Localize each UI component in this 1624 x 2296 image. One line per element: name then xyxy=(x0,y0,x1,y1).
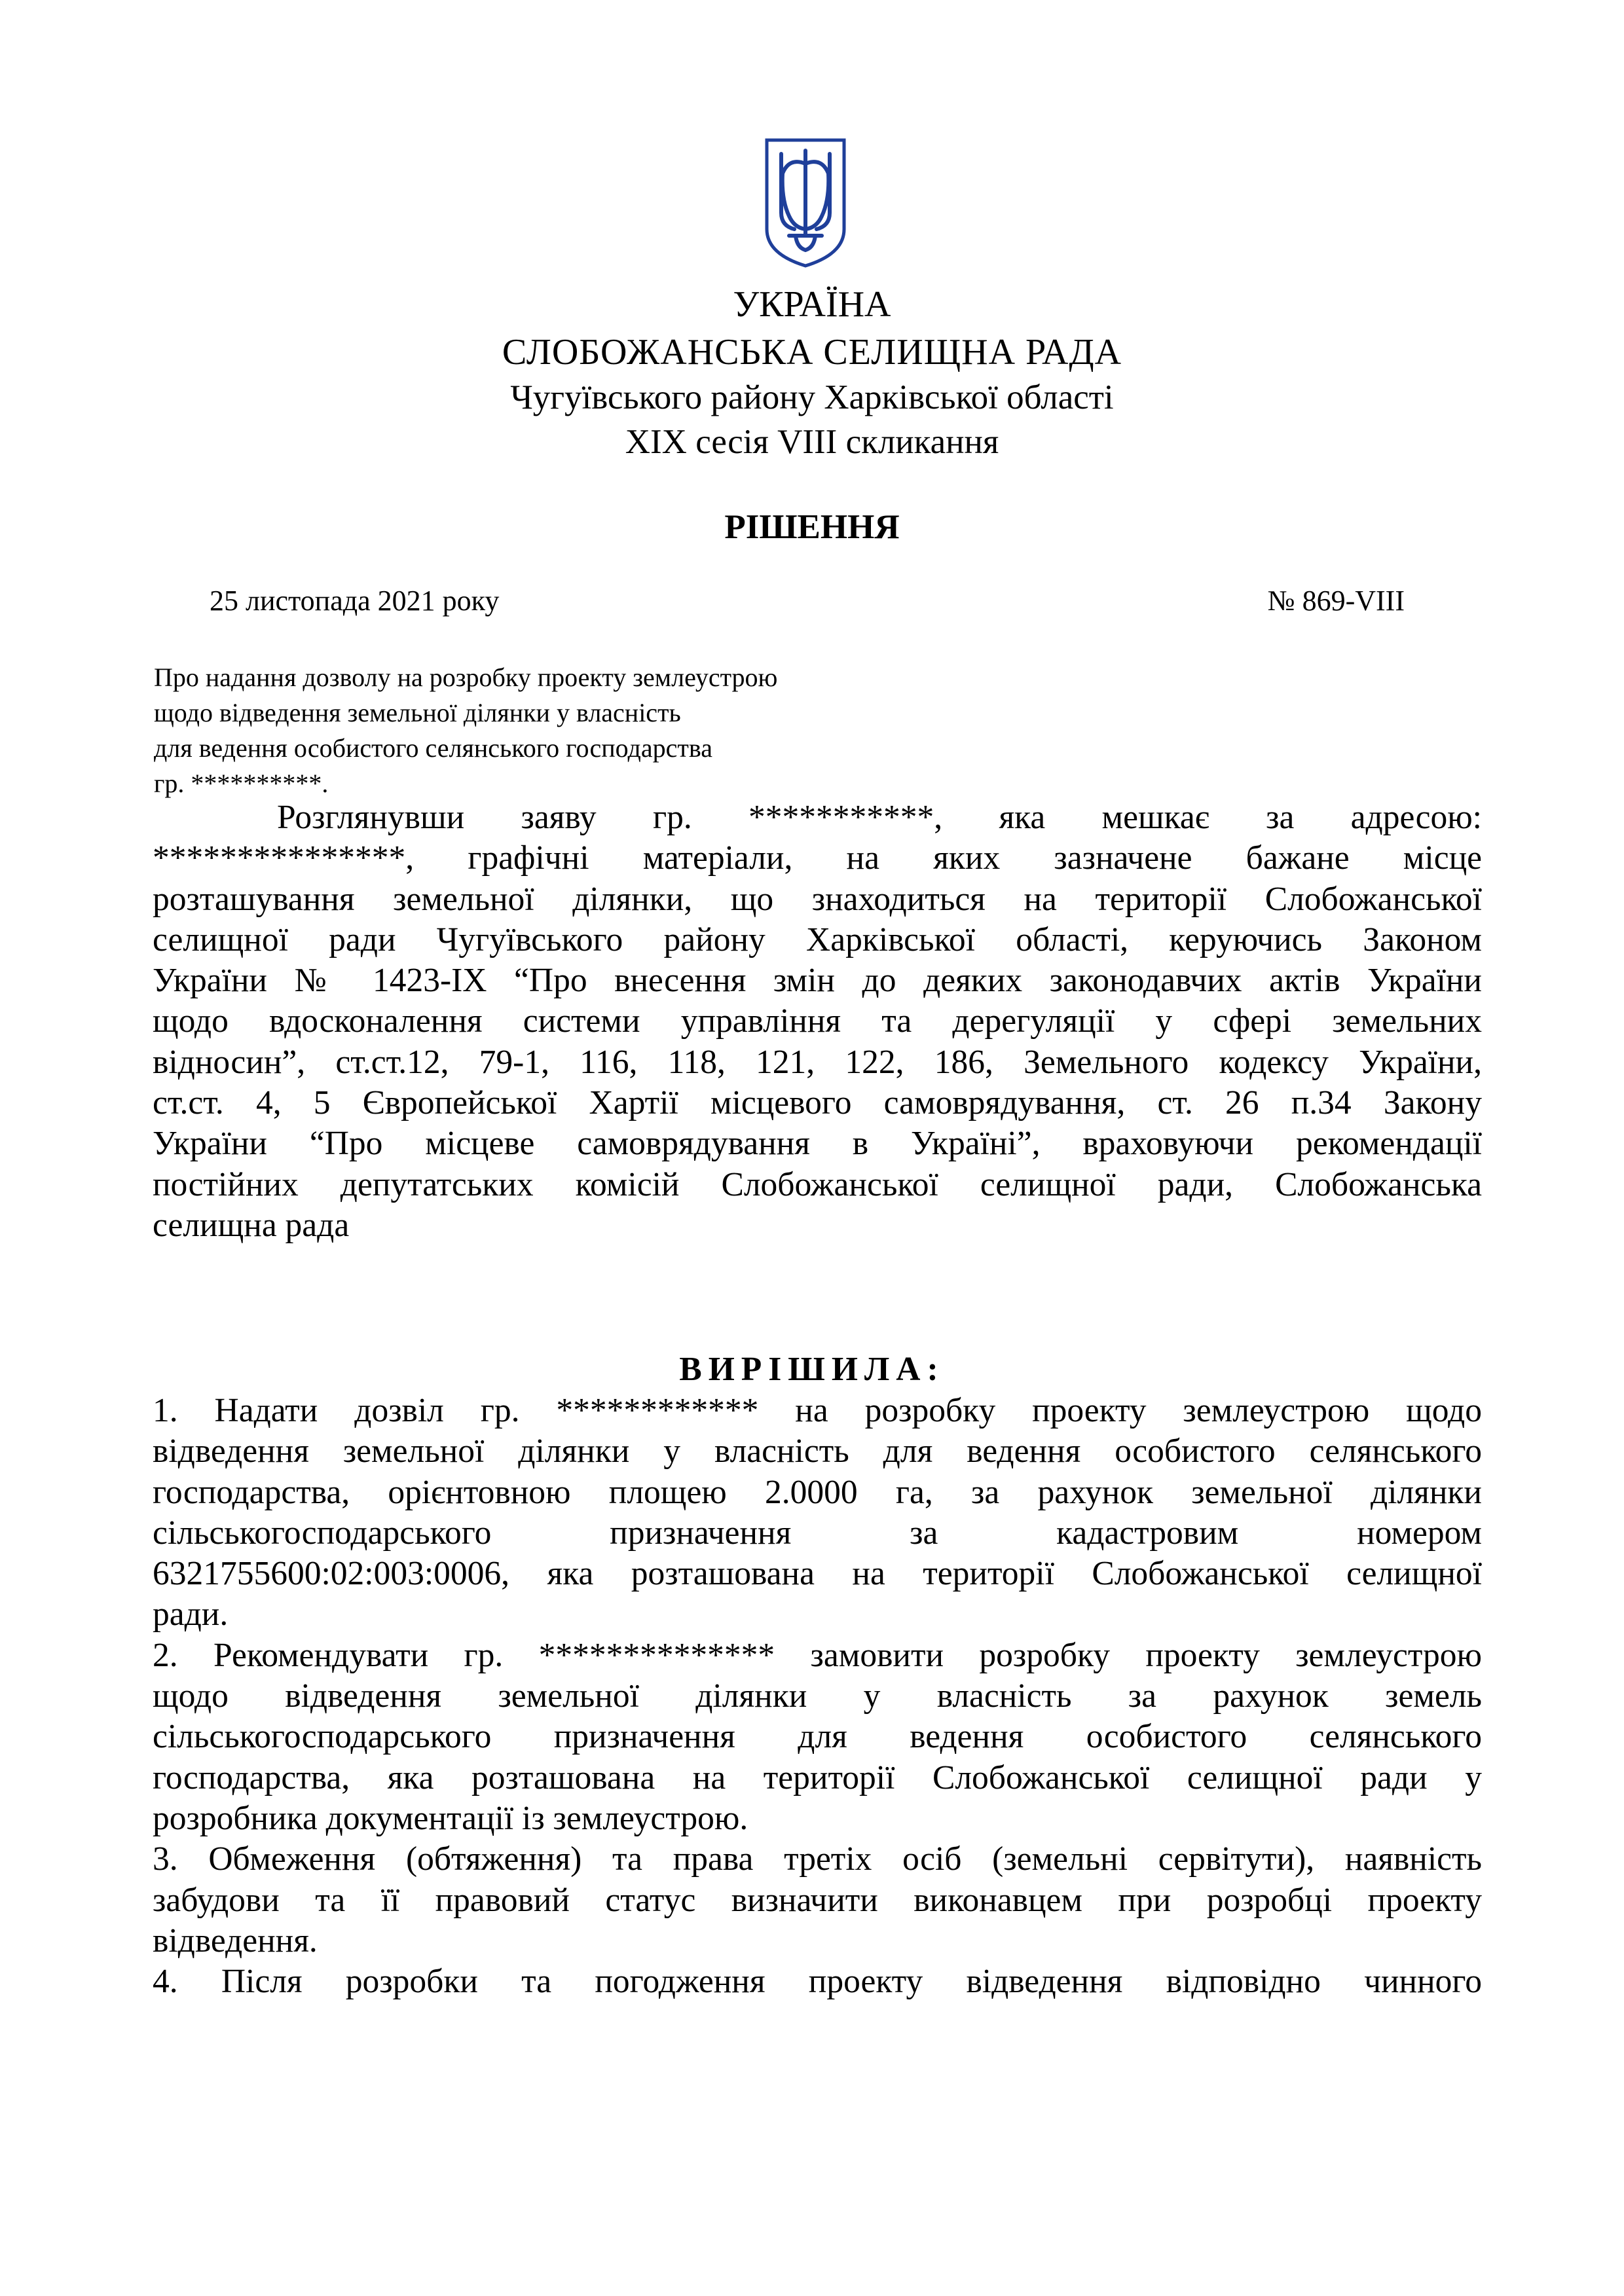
decision-line: ради. xyxy=(153,1595,229,1633)
decision-number: № 869-VIII xyxy=(1267,585,1405,617)
preamble-line: ***************, графічні матеріали, на яких зазначене бажане місце xyxy=(153,839,1482,877)
decision-line: 1. Надати дозвіл гр. ************ на розробку проекту землеустрою щодо xyxy=(153,1392,1482,1429)
trident-emblem-icon xyxy=(763,137,848,268)
decision-subject xyxy=(154,660,777,801)
preamble-line: відносин”, ст.ст.12, 79-1, 116, 118, 121, 122, 186, Земельного кодексу України, xyxy=(153,1043,1482,1081)
decision-line: 2. Рекомендувати гр. ************** замовити розробку проекту землеустрою xyxy=(153,1636,1482,1674)
subject-line: щодо відведення земельної ділянки у власність xyxy=(154,698,681,727)
preamble-line: Розглянувши заяву гр. ***********, яка мешкає за адресою: xyxy=(277,799,1482,836)
subject-line: Про надання дозволу на розробку проекту землеустрою xyxy=(154,663,778,692)
decision-line: забудови та її правовий статус визначити виконавцем при розробці проекту xyxy=(153,1881,1482,1919)
preamble-line: щодо вдосконалення системи управління та дерегуляції у сфері земельних xyxy=(153,1002,1482,1040)
preamble-line: селищної ради Чугуївського району Харківської області, керуючись Законом xyxy=(153,920,1482,958)
preamble-line: України “Про місцеве самоврядування в Україні”, враховуючи рекомендації xyxy=(153,1125,1482,1163)
decision-line: розробника документації із землеустрою. xyxy=(153,1799,748,1837)
decision-line: відведення земельної ділянки у власність для ведення особистого селянського xyxy=(153,1432,1482,1470)
country-heading: УКРАЇНА xyxy=(733,284,891,325)
decision-date: 25 листопада 2021 року xyxy=(210,585,500,617)
preamble-line: постійних депутатських комісій Слобожанської селищної ради, Слобожанська xyxy=(153,1165,1482,1203)
preamble-paragraph xyxy=(153,797,1482,1246)
decision-line: 4. Після розробки та погодження проекту відведення відповідно чинного xyxy=(153,1963,1482,2001)
decision-line: 3. Обмеження (обтяження) та права третіх осіб (земельні сервітути), наявність xyxy=(153,1840,1482,1878)
subject-line: для ведення особистого селянського господарства xyxy=(154,733,712,763)
resolved-heading: ВИРІШИЛА: xyxy=(679,1351,945,1388)
subject-line: гр. **********. xyxy=(154,769,329,798)
decision-items xyxy=(153,1391,1482,2002)
decision-line: сільськогосподарського призначення для ведення особистого селянського xyxy=(153,1718,1482,1756)
decision-line: 6321755600:02:003:0006, яка розташована на території Слобожанської селищної xyxy=(153,1555,1482,1593)
decision-line: сільськогосподарського призначення за кадастровим номером xyxy=(153,1514,1482,1552)
decision-line: господарства, орієнтовною площею 2.0000 га, за рахунок земельної ділянки xyxy=(153,1473,1482,1511)
preamble-line: селищна рада xyxy=(153,1206,350,1244)
decision-line: відведення. xyxy=(153,1922,318,1959)
council-heading: СЛОБОЖАНСЬКА СЕЛИЩНА РАДА xyxy=(502,332,1122,373)
preamble-line: України № 1423-IX “Про внесення змін до деяких законодавчих актів України xyxy=(153,962,1482,1000)
preamble-line: розташування земельної ділянки, що знаходиться на території Слобожанської xyxy=(153,880,1482,918)
preamble-line: ст.ст. 4, 5 Європейської Хартії місцевого самоврядування, ст. 26 п.34 Закону xyxy=(153,1084,1482,1122)
session-heading: XIX сесія VIII скликання xyxy=(625,423,999,461)
district-heading: Чугуївського району Харківської області xyxy=(510,378,1114,416)
decision-line: щодо відведення земельної ділянки у власність за рахунок земель xyxy=(153,1677,1482,1715)
document-title: РІШЕННЯ xyxy=(724,508,900,546)
decision-line: господарства, яка розташована на території Слобожанської селищної ради у xyxy=(153,1758,1482,1796)
